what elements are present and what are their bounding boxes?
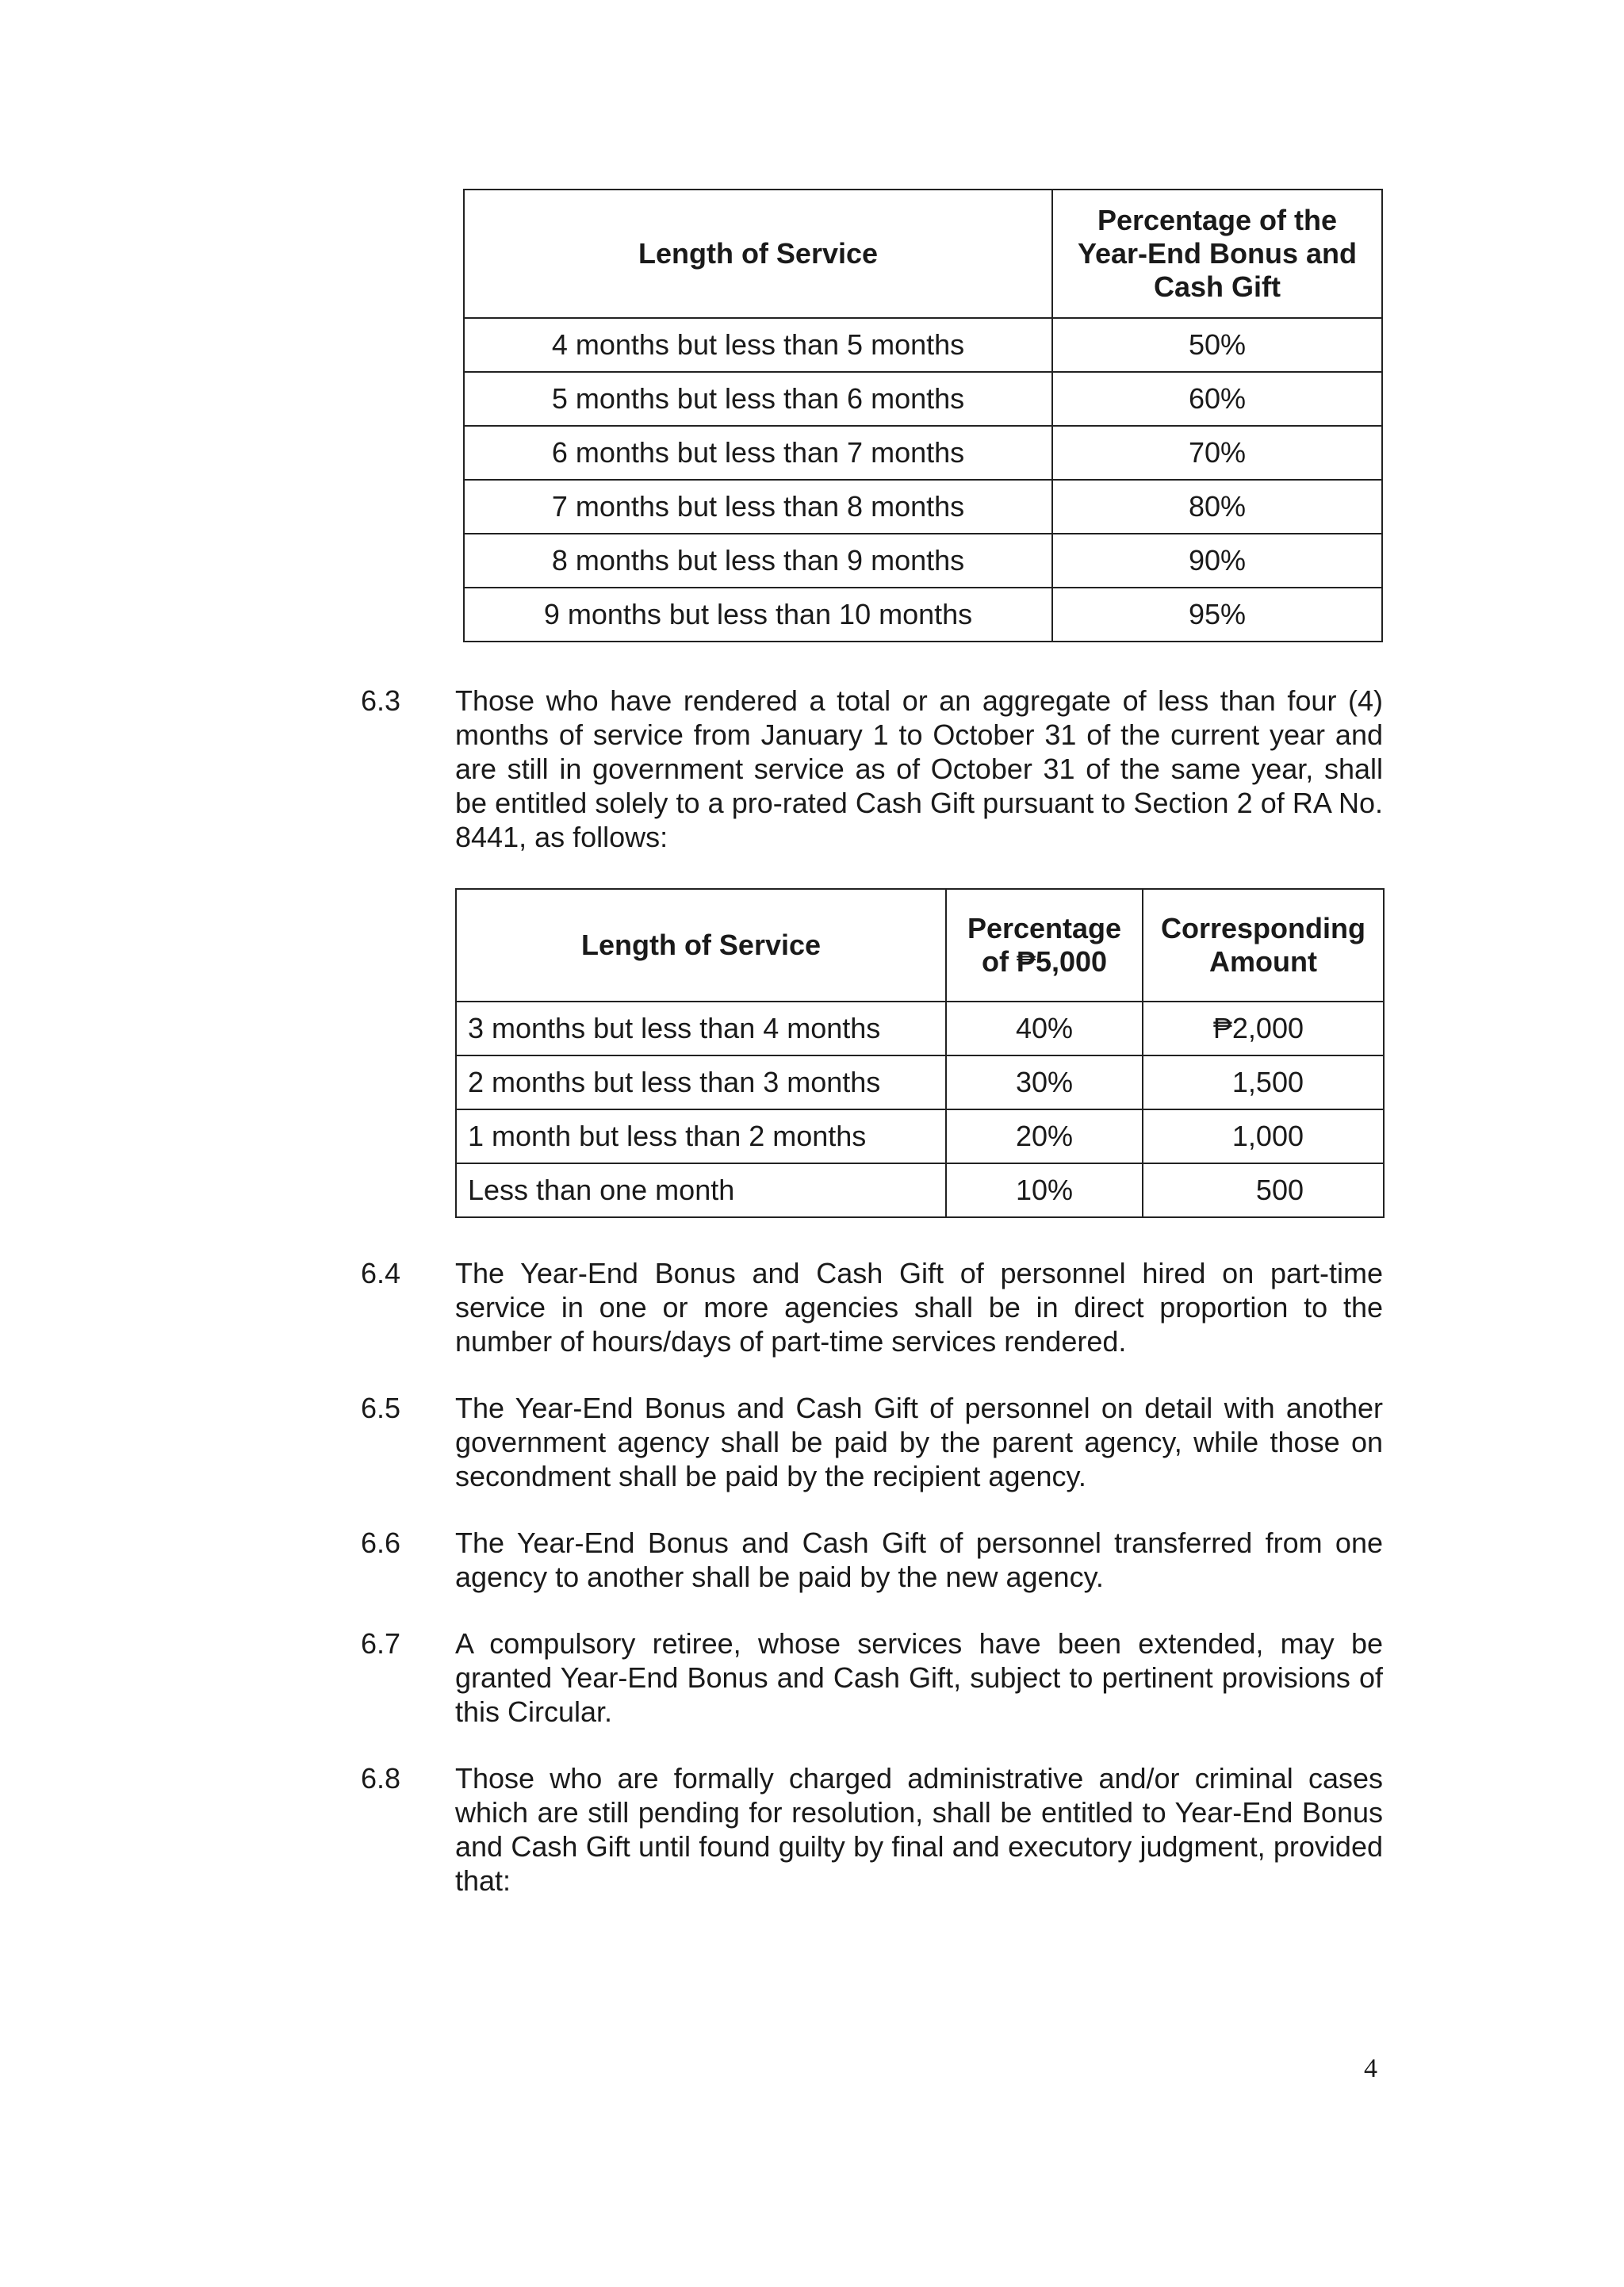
table-header-row — [456, 889, 1384, 1002]
table-row — [464, 534, 1382, 588]
table-cell: ₱2,000 — [1143, 1002, 1384, 1055]
table-cell: Less than one month — [456, 1163, 946, 1217]
table-cell: 8 months but less than 9 months — [464, 534, 1052, 588]
table-row — [456, 1055, 1384, 1109]
table-cell: 7 months but less than 8 months — [464, 480, 1052, 534]
year-end-bonus-percentage-table — [463, 189, 1383, 642]
table-cell: 50% — [1052, 318, 1382, 372]
table-cell: 5 months but less than 6 months — [464, 372, 1052, 426]
paragraph-number: 6.5 — [361, 1392, 401, 1424]
table-cell: 2 months but less than 3 months — [456, 1055, 946, 1109]
table-cell: 40% — [946, 1002, 1143, 1055]
table-cell: 80% — [1052, 480, 1382, 534]
paragraph-number: 6.8 — [361, 1762, 401, 1795]
table-cell: 10% — [946, 1163, 1143, 1217]
paragraph-number: 6.7 — [361, 1627, 401, 1660]
paragraph-number: 6.3 — [361, 684, 401, 717]
paragraph-number: 6.6 — [361, 1527, 401, 1559]
table-header-row — [464, 190, 1382, 318]
paragraph-text: A compulsory retiree, whose services have been extended, may be granted Year-End Bonus and Cash Gift, subject to pertinent provisions of this Circular. — [455, 1627, 1383, 1728]
table-cell: 70% — [1052, 426, 1382, 480]
table-cell: 1 month but less than 2 months — [456, 1109, 946, 1163]
table-cell: 9 months but less than 10 months — [464, 588, 1052, 642]
paragraph-text: The Year-End Bonus and Cash Gift of personnel on detail with another government agency shall be paid by the parent agency, while those on secondment shall be paid by the recipient agency. — [455, 1392, 1383, 1492]
table-cell: 60% — [1052, 372, 1382, 426]
column-header: Percentage of the Year-End Bonus and Cash Gift — [1052, 190, 1382, 318]
table-row — [456, 1002, 1384, 1055]
table-row — [464, 372, 1382, 426]
table-cell: 30% — [946, 1055, 1143, 1109]
table-cell: 90% — [1052, 534, 1382, 588]
table-cell: 6 months but less than 7 months — [464, 426, 1052, 480]
page-number: 4 — [1364, 2054, 1377, 2083]
table-cell: 95% — [1052, 588, 1382, 642]
table-row — [464, 480, 1382, 534]
table-row — [464, 318, 1382, 372]
table-cell: 20% — [946, 1109, 1143, 1163]
column-header: Corresponding Amount — [1143, 889, 1384, 1002]
table-cell: 500 — [1143, 1163, 1384, 1217]
paragraph-number: 6.4 — [361, 1257, 401, 1289]
table-cell: 4 months but less than 5 months — [464, 318, 1052, 372]
column-header: Length of Service — [464, 190, 1052, 318]
column-header: Percentage of ₱5,000 — [946, 889, 1143, 1002]
table-row — [456, 1109, 1384, 1163]
table-cell: 3 months but less than 4 months — [456, 1002, 946, 1055]
table-cell: 1,500 — [1143, 1055, 1384, 1109]
table-row — [464, 426, 1382, 480]
paragraph-text: Those who have rendered a total or an aggregate of less than four (4) months of service from January 1 to October 31 of the current year and are still in government service as of October 31 of the same year, shall be entitled solely to a pro-rated Cash Gift pursuant to Section 2 of RA No. 8441, as follows: — [455, 684, 1383, 853]
column-header: Length of Service — [456, 889, 946, 1002]
table-row — [464, 588, 1382, 642]
paragraph-text: The Year-End Bonus and Cash Gift of personnel hired on part-time service in one or more agencies shall be in direct proportion to the number of hours/days of part-time services rendered. — [455, 1257, 1383, 1358]
cash-gift-prorated-table — [455, 888, 1385, 1218]
table-cell: 1,000 — [1143, 1109, 1384, 1163]
paragraph-text: Those who are formally charged administrative and/or criminal cases which are still pending for resolution, shall be entitled to Year-End Bonus and Cash Gift until found guilty by final and executory judgment, provided that: — [455, 1762, 1383, 1897]
paragraph-text: The Year-End Bonus and Cash Gift of personnel transferred from one agency to another shall be paid by the new agency. — [455, 1527, 1383, 1593]
table-row — [456, 1163, 1384, 1217]
